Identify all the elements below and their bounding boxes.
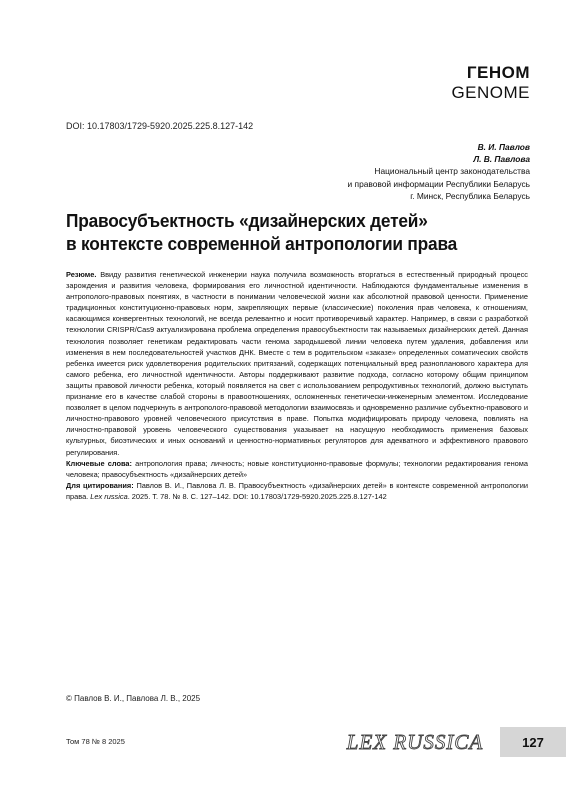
keywords-text: антропология права; личность; новые конституционно-правовые формулы; технологии редактирования генома человека; правосубъектность «дизайнерских детей» — [66, 458, 528, 479]
citation — [66, 480, 528, 502]
abstract-label: Резюме. — [66, 270, 97, 279]
page-number: 127 — [522, 734, 544, 750]
section-heading — [451, 63, 530, 103]
affiliation-line: Национальный центр законодательства — [374, 166, 530, 177]
citation-journal: Lex russica — [90, 491, 128, 501]
title-line: в контексте современной антропологии права — [66, 234, 458, 254]
copyright: © Павлов В. И., Павлова Л. В., 2025 — [66, 694, 201, 703]
abstract — [66, 269, 528, 458]
section-title-en: GENOME — [451, 83, 530, 102]
doi: DOI: 10.17803/1729-5920.2025.225.8.127-142 — [66, 121, 254, 131]
keywords-label: Ключевые слова: — [66, 458, 132, 468]
abstract-block — [66, 269, 528, 502]
journal-logo-text: LEX RUSSICA — [346, 730, 484, 754]
abstract-text: Ввиду развития генетической инженерии наука получила возможность вторгаться в естественный природный процесс зарождения и развития человека, формирования его личностной идентичности. Наблюдаются фундаментальные изменения в антрополого-правовых понятиях, в частности в понимании человеческой жизни как абсолютной правовой ценности. Применение традиционных конституционно-правовых норм, закрепляющих первые (классические) поколения прав человека, к отношениям, касающимся конвергентных технологий, не всегда релевантно и носит противоречивый характер. Например, в связи с разработкой технологии CRISPR/Cas9 актуализирована проблема определения правосубъектности так называемых дизайнерских детей. Данная технология позволяет генетикам редактировать части генома зародышевой линии человека путем удаления, добавления или изменения в нем последовательностей участков ДНК. Вместе с тем в родительском «заказе» определенных соматических свойств ребенка имеется риск удовлетворения родительских притязаний, содержащих потенциальный вред разнопланового характера для самого ребенка, его личностной идентичности. Авторы поддерживают развитие подхода, согласно которому общим принципом защиты правовой личности ребенка, который появляется на свет с использованием репродуктивных технологий, должно выступать признание его в качестве слабой стороны в правоотношениях, осложненных генетически-инженерным элементом. Исследование позволяет в целом подчеркнуть в антрополого-правовой методологии взаимосвязь и одновременно различие субъектно-правового и личностно-правового уровней человеческого присутствия в праве. Попытка модифицировать природу человека, повлиять на личностно-правовой уровень человеческого существования указывает на насущную необходимость применения базовых культурных, биоэтических и иных оснований и ценностно-нормативных регуляторов для адекватного и эффективного правового регулирования. — [66, 270, 528, 457]
journal-logo — [345, 722, 485, 762]
citation-label: Для цитирования: — [66, 480, 134, 490]
affiliation-line: г. Минск, Республика Беларусь — [410, 190, 530, 201]
issue-info: Том 78 № 8 2025 — [66, 737, 125, 746]
section-title-ru: ГЕНОМ — [466, 63, 530, 82]
title-line: Правосубъектность «дизайнерских детей» — [66, 211, 428, 231]
author-block — [348, 141, 530, 202]
affiliation-line: и правовой информации Республики Беларусь — [347, 178, 530, 189]
keywords — [66, 458, 528, 480]
citation-details: . 2025. Т. 78. № 8. С. 127–142. DOI: 10.17803/1729-5920.2025.225.8.127-142 — [127, 491, 387, 501]
author-name: В. И. Павлов — [477, 142, 530, 152]
article-title — [66, 210, 508, 256]
author-name: Л. В. Павлова — [473, 154, 530, 165]
page-number-box — [500, 727, 566, 757]
citation-text: Павлов В. И., Павлова Л. В. Правосубъектность «дизайнерских детей» в контексте современной антропологии права. — [66, 480, 528, 501]
